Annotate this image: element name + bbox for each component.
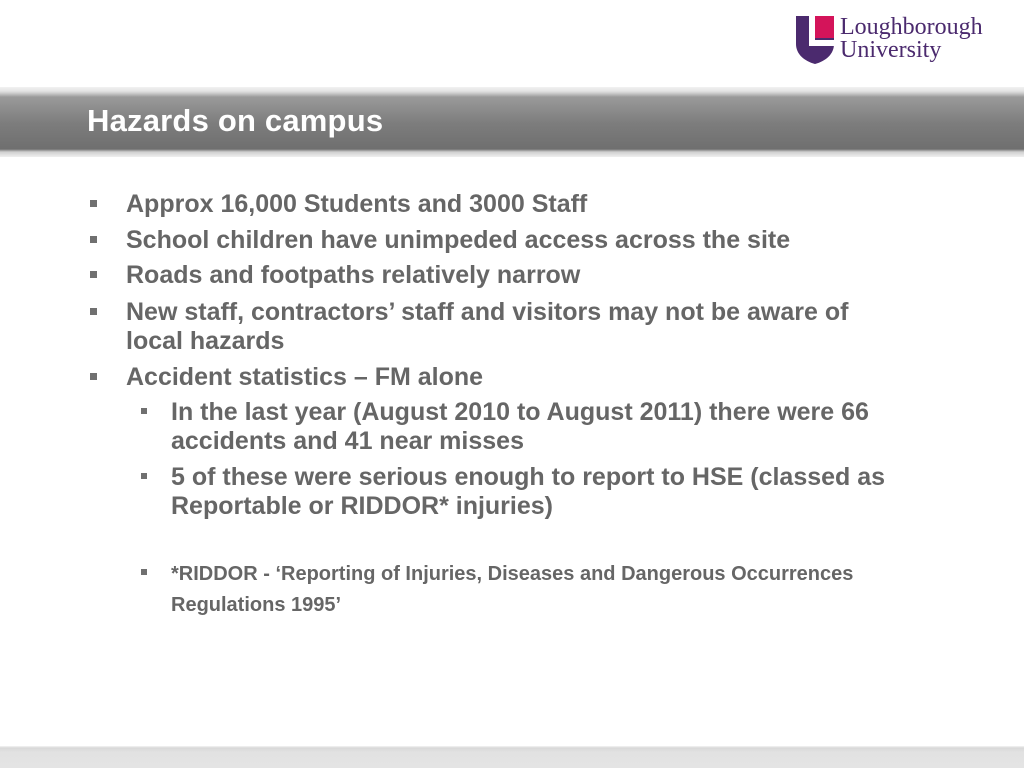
- bullet-text: Approx 16,000 Students and 3000 Staff: [126, 190, 588, 218]
- bullet-text: School children have unimpeded access across the site: [126, 226, 791, 254]
- logo-line-2: University: [840, 37, 942, 63]
- square-bullet-icon: [141, 569, 147, 575]
- slide-title: Hazards on campus: [87, 103, 384, 138]
- sub-bullet-item: [171, 463, 891, 521]
- footer-bar: [0, 746, 1024, 768]
- square-bullet-icon: [141, 408, 147, 414]
- title-bar: [0, 87, 1024, 157]
- bullet-text: New staff, contractors’ staff and visitors may not be aware of local hazards: [126, 298, 849, 355]
- sub-bullet-text: 5 of these were serious enough to report to HSE (classed as Reportable or RIDDOR* injuries): [171, 463, 886, 520]
- footnote-text: *RIDDOR - ‘Reporting of Injuries, Diseases and Dangerous Occurrences Regulations 1995’: [171, 563, 854, 616]
- square-bullet-icon: [141, 473, 147, 479]
- bullet-item: [126, 226, 946, 255]
- bullet-item: [126, 298, 886, 356]
- square-bullet-icon: [90, 236, 97, 243]
- bullet-item: [126, 190, 946, 219]
- sub-bullet-text: In the last year (August 2010 to August 2011) there were 66 accidents and 41 near misses: [171, 398, 869, 455]
- university-logo: [796, 16, 983, 64]
- footnote-item: [171, 559, 871, 621]
- square-bullet-icon: [90, 271, 97, 278]
- shield-icon: [796, 16, 834, 64]
- logo-line-1: Loughborough: [840, 14, 983, 40]
- square-bullet-icon: [90, 200, 97, 207]
- bullet-item: [126, 363, 946, 392]
- logo-wordmark: [840, 16, 983, 62]
- sub-bullet-item: [171, 398, 911, 456]
- square-bullet-icon: [90, 308, 97, 315]
- bullet-text: Accident statistics – FM alone: [126, 363, 484, 391]
- square-bullet-icon: [90, 373, 97, 380]
- bullet-item: [126, 261, 946, 290]
- bullet-text: Roads and footpaths relatively narrow: [126, 261, 581, 289]
